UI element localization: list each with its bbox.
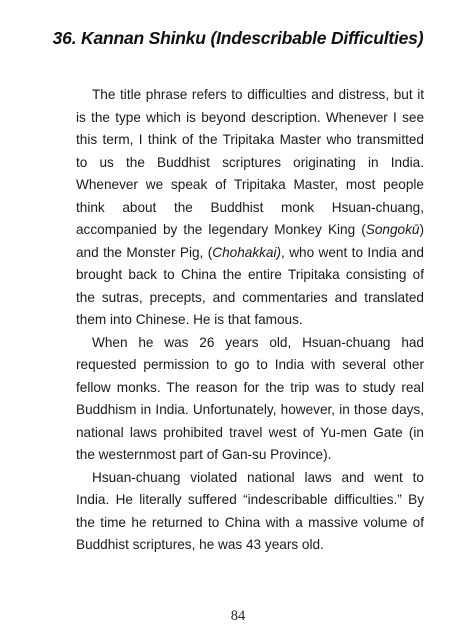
text-segment: When he was 26 years old, Hsuan-chuang had requested permission to go to India with several other fellow monks. The reason for the trip was to study real Buddhism in India. Unfortunately, however, in those days, national laws prohibited travel west of Yu-men Gate (in the westernmost part of Gan-su Province).: [76, 334, 424, 462]
page-number: 84: [230, 608, 246, 624]
text-segment: ) and the Monster Pig, (: [76, 222, 424, 260]
italic-term-chohakkai: Chohakkai): [212, 244, 282, 260]
text-segment: , who went to India and brought back to China the entire Tripitaka consisting of the sutras, precepts, and commentaries and translated them into Chinese. He is that famous.: [76, 244, 424, 327]
paragraph-3: [76, 467, 424, 557]
body-text: [76, 84, 424, 557]
paragraph-1: [76, 84, 424, 332]
text-segment: Hsuan-chuang violated national laws and went to India. He literally suffered “indescribable difficulties.” By the time he returned to China with a massive volume of Buddhist scriptures, he was 43 years old.: [76, 469, 424, 552]
paragraph-2: [76, 332, 424, 467]
italic-term-songoku: Songokū: [365, 222, 420, 237]
text-segment: The title phrase refers to difficulties and distress, but it is the type which is beyond description. Whenever I see this term, I think of the Tripitaka Master who transmitted to us the Buddhist scriptures originating in India. Whenever we speak of Tripitaka Master, most people think about the Buddhist monk Hsuan-chuang, accompanied by the legendary Monkey King (: [76, 87, 424, 237]
chapter-title: 36. Kannan Shinku (Indescribable Difficulties): [52, 28, 424, 48]
